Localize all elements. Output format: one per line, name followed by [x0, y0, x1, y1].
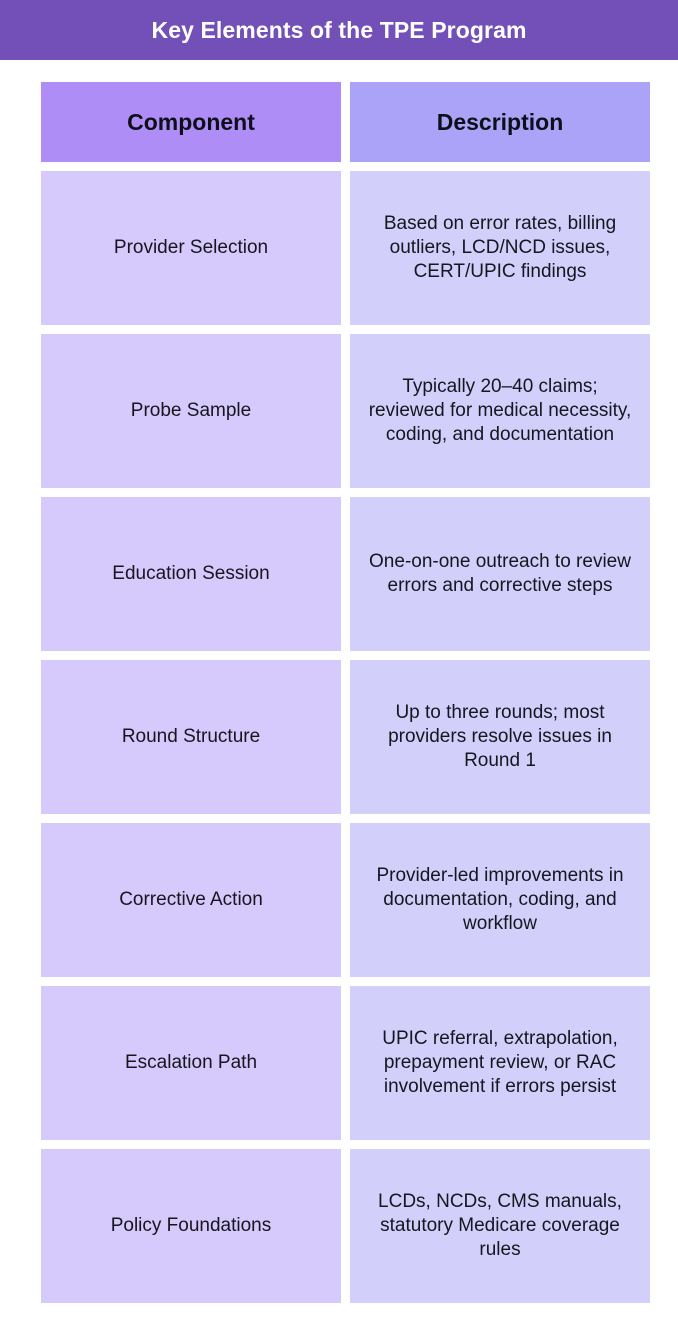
- header-component-cell: [41, 82, 341, 162]
- header-description-label: Description: [436, 108, 564, 135]
- description-text: One-on-one outreach to review errors and corrective steps: [369, 551, 631, 596]
- component-cell: [41, 497, 341, 651]
- description-cell: [350, 823, 650, 977]
- table-row: [41, 660, 650, 814]
- component-cell: [41, 660, 341, 814]
- table-row: [41, 334, 650, 488]
- component-text: Provider Selection: [113, 237, 269, 258]
- description-cell: [350, 1149, 650, 1303]
- elements-table: [41, 82, 650, 1312]
- description-text: Provider-led improvements in documentation, coding, and workflow: [376, 865, 624, 934]
- component-text: Education Session: [112, 563, 270, 584]
- component-text: Round Structure: [121, 726, 261, 747]
- header-description-cell: [350, 82, 650, 162]
- component-text: Corrective Action: [119, 889, 263, 910]
- title-bar: [0, 0, 678, 60]
- table-row: [41, 986, 650, 1140]
- description-cell: [350, 986, 650, 1140]
- table-row: [41, 497, 650, 651]
- component-cell: [41, 986, 341, 1140]
- table-row: [41, 823, 650, 977]
- description-text: LCDs, NCDs, CMS manuals, statutory Medicare coverage rules: [378, 1191, 622, 1260]
- description-text: Up to three rounds; most providers resolve issues in Round 1: [388, 702, 612, 771]
- component-cell: [41, 334, 341, 488]
- header-component-label: Component: [127, 108, 255, 135]
- description-text: UPIC referral, extrapolation, prepayment review, or RAC involvement if errors persist: [382, 1028, 618, 1097]
- component-cell: [41, 823, 341, 977]
- page-title: Key Elements of the TPE Program: [151, 16, 527, 43]
- component-cell: [41, 1149, 341, 1303]
- table-row: [41, 171, 650, 325]
- table-row: [41, 1149, 650, 1303]
- component-cell: [41, 171, 341, 325]
- component-text: Probe Sample: [130, 400, 252, 421]
- description-text: Based on error rates, billing outliers, LCD/NCD issues, CERT/UPIC findings: [383, 213, 617, 282]
- description-text: Typically 20–40 claims; reviewed for medical necessity, coding, and documentation: [368, 376, 632, 445]
- component-text: Policy Foundations: [110, 1215, 272, 1236]
- description-cell: [350, 171, 650, 325]
- description-cell: [350, 660, 650, 814]
- description-cell: [350, 334, 650, 488]
- description-cell: [350, 497, 650, 651]
- table-header-row: [41, 82, 650, 162]
- component-text: Escalation Path: [124, 1052, 258, 1073]
